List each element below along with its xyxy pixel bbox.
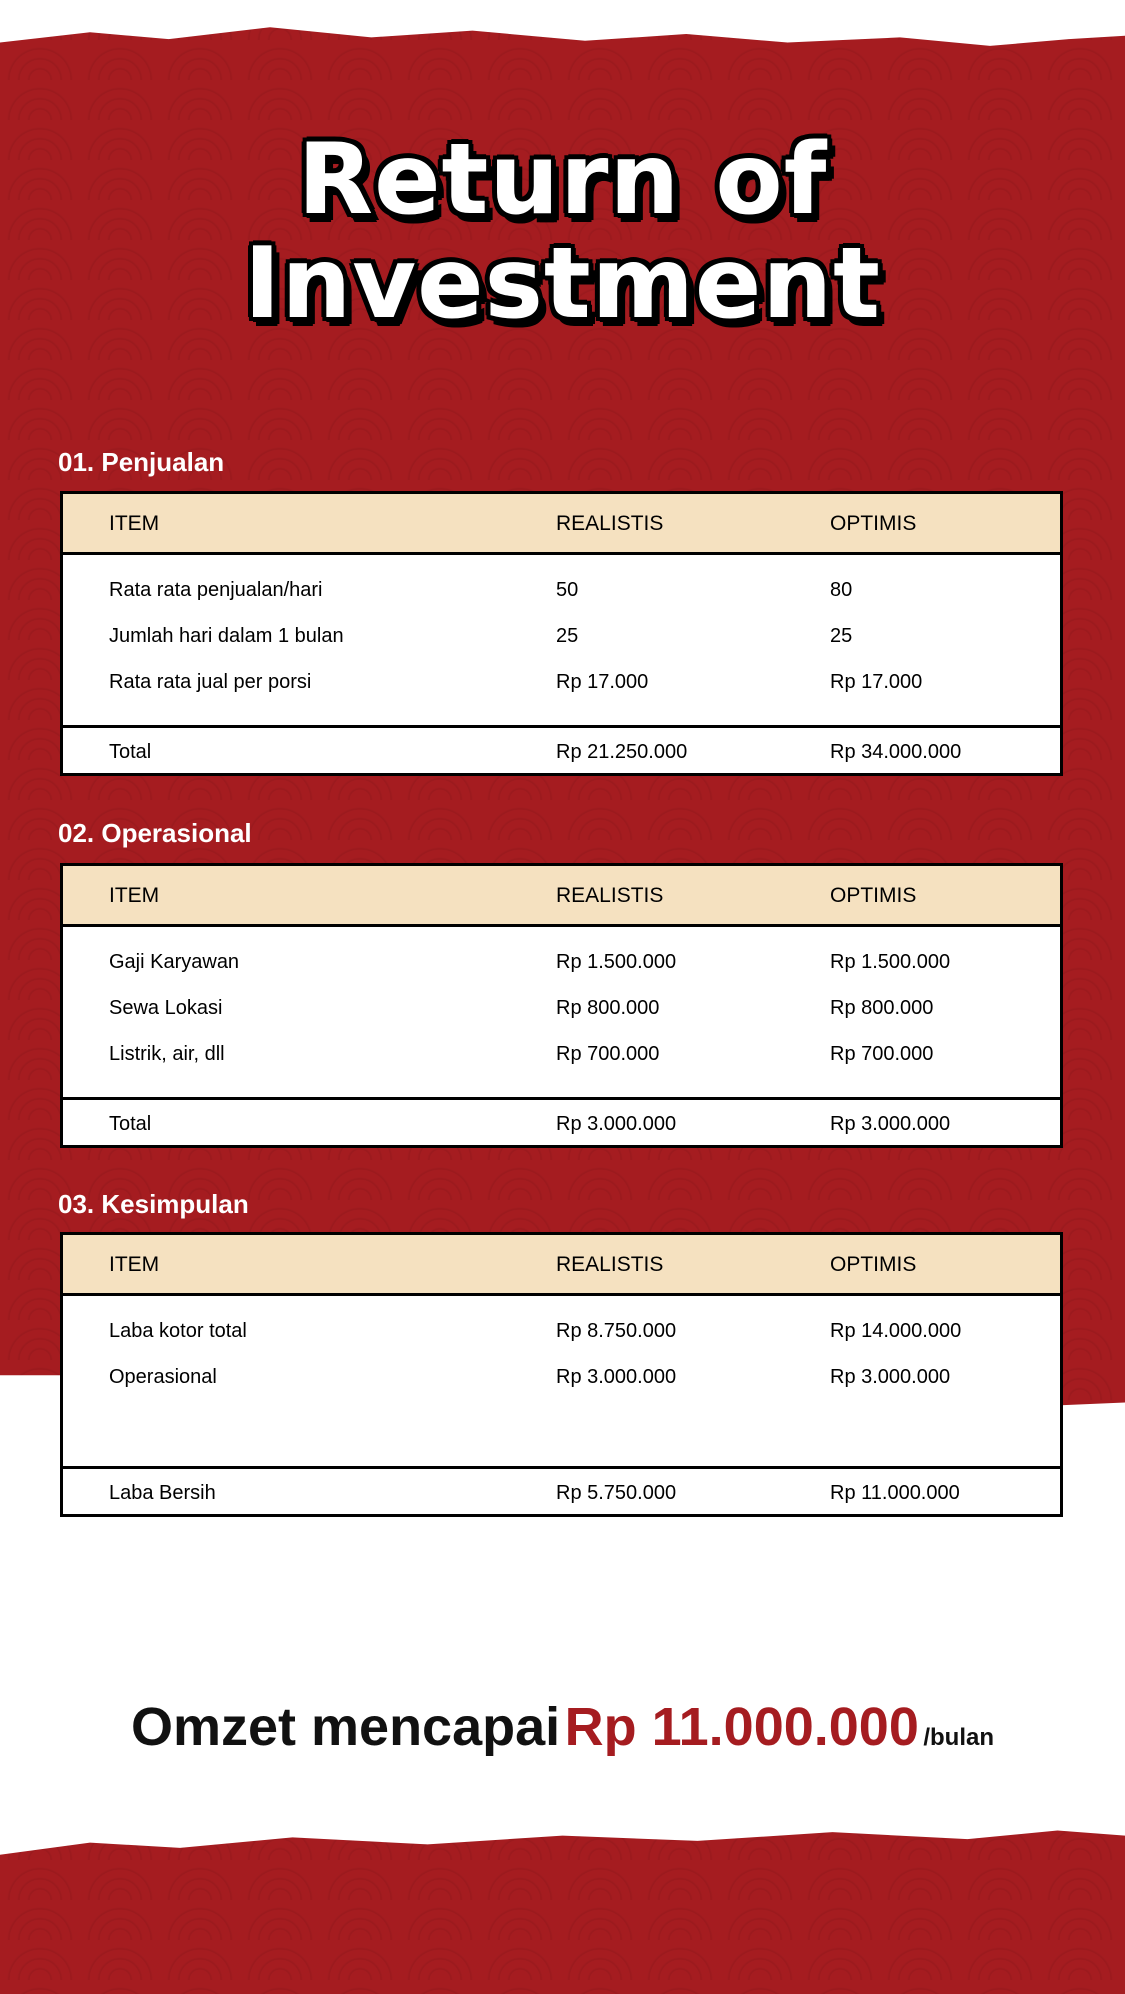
summary-unit: /bulan	[923, 1724, 994, 1751]
header-realistis: REALISTIS	[556, 884, 664, 907]
row-realistis: Rp 17.000	[556, 671, 649, 693]
row-realistis: 25	[556, 625, 579, 647]
header-item: ITEM	[109, 1253, 160, 1276]
row-realistis: Rp 8.750.000	[556, 1320, 677, 1342]
row-item: Rata rata penjualan/hari	[109, 579, 323, 601]
row-item: Laba kotor total	[109, 1320, 247, 1342]
title-line-1: Return of	[297, 123, 828, 237]
table-body	[63, 927, 1060, 1097]
table-row	[63, 1356, 1060, 1402]
row-optimis: Rp 1.500.000	[830, 951, 951, 973]
table-kesimpulan	[60, 1232, 1063, 1517]
section-title-operasional: 02. Operasional	[58, 818, 252, 848]
total-label: Laba Bersih	[109, 1482, 216, 1504]
header-item: ITEM	[109, 884, 160, 907]
table-header	[63, 866, 1060, 927]
title-line-2: Investment	[244, 227, 881, 341]
row-realistis: 50	[556, 579, 579, 601]
header-realistis: REALISTIS	[556, 512, 664, 535]
table-body	[63, 555, 1060, 725]
header-optimis: OPTIMIS	[830, 1253, 917, 1276]
total-realistis: Rp 5.750.000	[556, 1482, 677, 1504]
table-row	[63, 1310, 1060, 1356]
header-realistis: REALISTIS	[556, 1253, 664, 1276]
table-row	[63, 661, 1060, 707]
table-penjualan	[60, 491, 1063, 776]
table-total-row	[63, 1466, 1060, 1517]
omzet-summary	[0, 1696, 1125, 1758]
row-item: Sewa Lokasi	[109, 997, 223, 1019]
header-optimis: OPTIMIS	[830, 512, 917, 535]
table-operasional	[60, 863, 1063, 1148]
row-optimis: Rp 3.000.000	[830, 1366, 951, 1388]
table-total-row	[63, 1097, 1060, 1148]
table-header	[63, 494, 1060, 555]
total-realistis: Rp 3.000.000	[556, 1113, 677, 1135]
table-row	[63, 569, 1060, 615]
table-row	[63, 1033, 1060, 1079]
row-item: Gaji Karyawan	[109, 951, 240, 973]
table-body	[63, 1296, 1060, 1466]
row-optimis: Rp 14.000.000	[830, 1320, 962, 1342]
table-row	[63, 987, 1060, 1033]
page-title	[0, 123, 1125, 341]
summary-lead: Omzet mencapai	[130, 1697, 561, 1757]
row-optimis: 80	[830, 579, 853, 601]
row-realistis: Rp 1.500.000	[556, 951, 677, 973]
row-realistis: Rp 700.000	[556, 1043, 660, 1065]
row-realistis: Rp 800.000	[556, 997, 660, 1019]
row-optimis: Rp 700.000	[830, 1043, 934, 1065]
total-optimis: Rp 11.000.000	[830, 1482, 960, 1504]
row-item: Listrik, air, dll	[109, 1043, 225, 1065]
red-background-bottom	[0, 1820, 1125, 1994]
section-title-kesimpulan: 03. Kesimpulan	[58, 1189, 249, 1219]
total-optimis: Rp 34.000.000	[830, 741, 962, 763]
section-title-penjualan: 01. Penjualan	[58, 447, 225, 477]
total-label: Total	[109, 741, 152, 763]
row-item: Jumlah hari dalam 1 bulan	[109, 625, 344, 647]
row-realistis: Rp 3.000.000	[556, 1366, 677, 1388]
header-optimis: OPTIMIS	[830, 884, 917, 907]
table-total-row	[63, 725, 1060, 776]
row-optimis: 25	[830, 625, 853, 647]
table-row	[63, 615, 1060, 661]
row-item: Operasional	[109, 1366, 217, 1388]
total-realistis: Rp 21.250.000	[556, 741, 688, 763]
table-header	[63, 1235, 1060, 1296]
header-item: ITEM	[109, 512, 160, 535]
summary-amount: Rp 11.000.000	[564, 1697, 919, 1757]
table-row	[63, 941, 1060, 987]
row-item: Rata rata jual per porsi	[109, 671, 312, 693]
total-label: Total	[109, 1113, 152, 1135]
total-optimis: Rp 3.000.000	[830, 1113, 951, 1135]
row-optimis: Rp 17.000	[830, 671, 923, 693]
row-optimis: Rp 800.000	[830, 997, 934, 1019]
